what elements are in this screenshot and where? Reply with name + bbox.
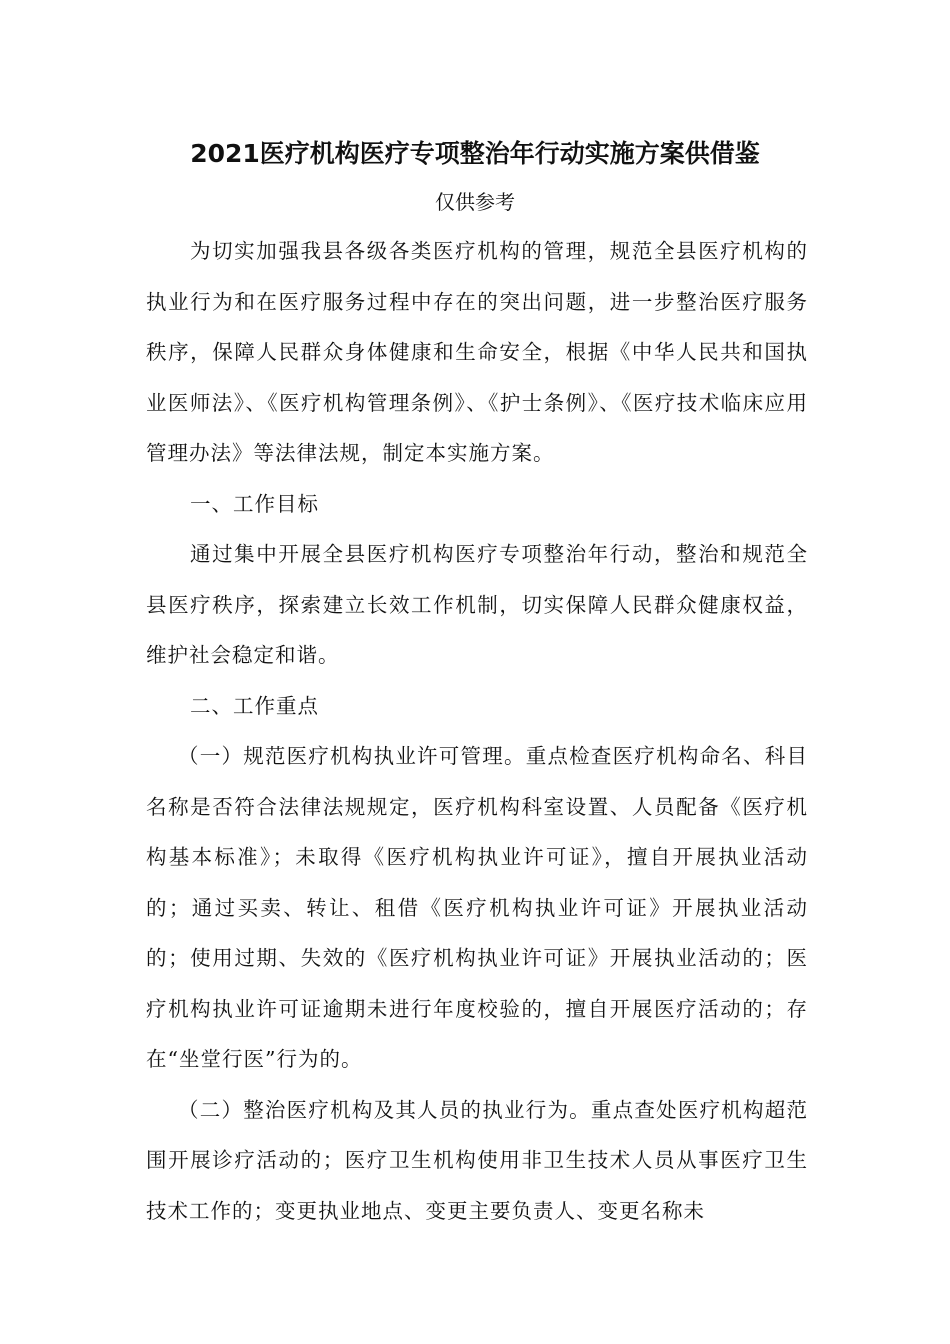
paragraph-intro: 为切实加强我县各级各类医疗机构的管理，规范全县医疗机构的执业行为和在医疗服务过程中存在的突出问题，进一步整治医疗服务秩序，保障人民群众身体健康和生命安全，根据《中华人民共和国执业医师法》、《医疗机构管理条例》、《护士条例》、《医疗技术临床应用管理办法》等法律法规，制定本实施方案。 [146, 239, 808, 465]
paragraph-goals: 通过集中开展全县医疗机构医疗专项整治年行动，整治和规范全县医疗秩序，探索建立长效工作机制，切实保障人民群众健康权益，维护社会稳定和谐。 [146, 542, 808, 667]
document-title: 2021医疗机构医疗专项整治年行动实施方案供借鉴 [190, 139, 760, 168]
document-subtitle: 仅供参考 [435, 190, 515, 214]
document-body [146, 226, 808, 1236]
section-heading-goals: 一、工作目标 [190, 491, 319, 516]
paragraph-focus-item-1: （一）规范医疗机构执业许可管理。重点检查医疗机构命名、科目名称是否符合法律法规规定，医疗机构科室设置、人员配备《医疗机构基本标准》；未取得《医疗机构执业许可证》，擅自开展执业活动的；通过买卖、转让、租借《医疗机构执业许可证》开展执业活动的；使用过期、失效的《医疗机构执业许可证》开展执业活动的；医疗机构执业许可证逾期未进行年度校验的，擅自开展医疗活动的；存在“坐堂行医”行为的。 [146, 744, 808, 1071]
section-heading-focus: 二、工作重点 [190, 693, 319, 718]
paragraph-focus-item-2: （二）整治医疗机构及其人员的执业行为。重点查处医疗机构超范围开展诊疗活动的；医疗卫生机构使用非卫生技术人员从事医疗卫生技术工作的；变更执业地点、变更主要负责人、变更名称未 [146, 1097, 808, 1223]
